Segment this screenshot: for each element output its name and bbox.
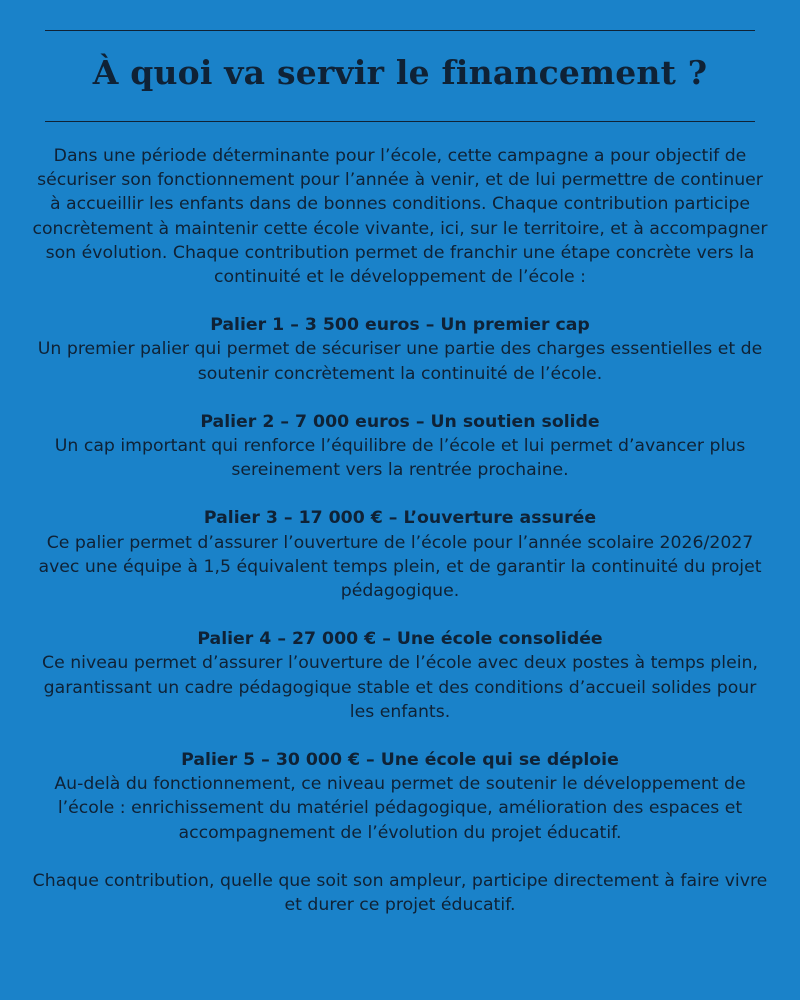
tier-description: Ce niveau permet d’assurer l’ouverture de l’école avec deux postes à temps plein, garantissant un cadre pédagogique stable et des conditions d’accueil solides pour les enfants.: [42, 653, 758, 722]
tier-5: [30, 748, 770, 845]
content-body: [30, 144, 770, 917]
tier-title: Palier 4 – 27 000 € – Une école consolidée: [197, 629, 603, 650]
tier-2: [30, 410, 770, 483]
tier-title: Palier 5 – 30 000 € – Une école qui se déploie: [181, 750, 619, 771]
top-divider: [45, 30, 755, 31]
tier-1: [30, 313, 770, 386]
tier-description: Un premier palier qui permet de sécuriser une partie des charges essentielles et de soutenir concrètement la continuité de l’école.: [37, 339, 763, 384]
tier-description: Un cap important qui renforce l’équilibre de l’école et lui permet d’avancer plus sereinement vers la rentrée prochaine.: [54, 436, 746, 481]
tier-description: Au-delà du fonctionnement, ce niveau permet de soutenir le développement de l’école : enrichissement du matériel pédagogique, amélioration des espaces et accompagnement de l’évolution du projet éducatif.: [54, 774, 746, 843]
tier-title: Palier 3 – 17 000 € – L’ouverture assurée: [203, 508, 597, 529]
intro-paragraph: Dans une période déterminante pour l’école, cette campagne a pour objectif de sécuriser son fonctionnement pour l’année à venir, et de lui permettre de continuer à accueillir les enfants dans de bonnes conditions. Chaque contribution participe concrètement à maintenir cette école vivante, ici, sur le territoire, et à accompagner son évolution. Chaque contribution permet de franchir une étape concrète vers la continuité et le développement de l’école :: [32, 146, 768, 288]
tier-4: [30, 627, 770, 724]
tier-title: Palier 1 – 3 500 euros – Un premier cap: [210, 315, 590, 336]
closing-paragraph: Chaque contribution, quelle que soit son ampleur, participe directement à faire vivre et durer ce projet éducatif.: [32, 870, 768, 916]
page-title: À quoi va servir le financement ?: [92, 53, 708, 92]
title-divider: [45, 121, 755, 122]
tier-title: Palier 2 – 7 000 euros – Un soutien solide: [200, 411, 600, 432]
tier-3: [30, 506, 770, 603]
tier-description: Ce palier permet d’assurer l’ouverture de l’école pour l’année scolaire 2026/2027 avec une équipe à 1,5 équivalent temps plein, et de garantir la continuité du projet pédagogique.: [38, 532, 762, 602]
